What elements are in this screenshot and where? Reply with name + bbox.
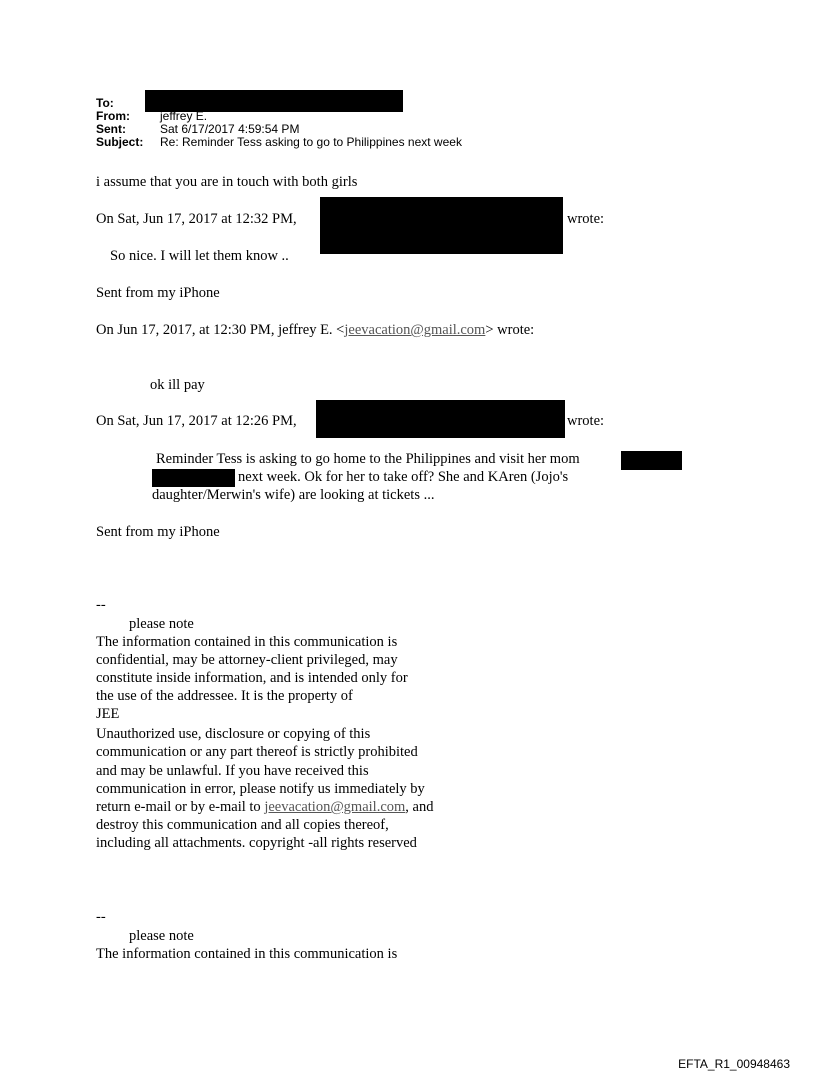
disclaimer1-line: confidential, may be attorney-client privileged, may <box>96 652 398 668</box>
quote2-email-link[interactable]: jeevacation@gmail.com <box>344 322 486 338</box>
msg-line-1: Reminder Tess is asking to go home to the Philippines and visit her mom <box>156 451 580 467</box>
quote2-prefix: On Jun 17, 2017, at 12:30 PM, jeffrey E. < <box>96 322 345 338</box>
reply-so-nice: So nice. I will let them know .. <box>110 248 289 264</box>
from-value: jeffrey E. <box>160 109 208 123</box>
disclaimer1-line: communication in error, please notify us immediately by <box>96 781 425 797</box>
disclaimer1-line: communication or any part thereof is strictly prohibited <box>96 744 418 760</box>
disclaimer1-email-line <box>96 799 433 816</box>
redacted-name-1 <box>621 451 682 470</box>
from-label: From: <box>96 109 130 123</box>
subject-label: Subject: <box>96 135 144 149</box>
document-id: EFTA_R1_00948463 <box>678 1057 790 1071</box>
quote3-prefix: On Sat, Jun 17, 2017 at 12:26 PM, <box>96 413 297 429</box>
disclaimer1-line: and may be unlawful. If you have received this <box>96 763 369 779</box>
disclaimer1-note: please note <box>129 616 194 632</box>
redacted-name-2 <box>152 469 235 487</box>
disclaimer1-email-prefix: return e-mail or by e-mail to <box>96 799 265 815</box>
disclaimer1-line: Unauthorized use, disclosure or copying of this <box>96 726 371 742</box>
subject-value: Re: Reminder Tess asking to go to Philippines next week <box>160 135 462 149</box>
quote3-suffix: wrote: <box>567 413 605 429</box>
signature-1: Sent from my iPhone <box>96 285 220 301</box>
body-line-assume: i assume that you are in touch with both girls <box>96 174 358 190</box>
disclaimer1-line: destroy this communication and all copies thereof, <box>96 817 389 833</box>
sent-value: Sat 6/17/2017 4:59:54 PM <box>160 122 300 136</box>
disclaimer1-line: the use of the addressee. It is the property of <box>96 688 353 704</box>
disclaimer1-email-link[interactable]: jeevacation@gmail.com <box>264 799 406 815</box>
redacted-sender-1 <box>320 197 563 254</box>
disclaimer2-dashes: -- <box>96 909 106 925</box>
to-label: To: <box>96 96 114 110</box>
email-header <box>96 97 516 157</box>
disclaimer2-note: please note <box>129 928 194 944</box>
redacted-sender-2 <box>316 400 565 438</box>
disclaimer1-line: including all attachments. copyright -all rights reserved <box>96 835 417 851</box>
msg-line-2: next week. Ok for her to take off? She and KAren (Jojo's <box>238 469 569 485</box>
disclaimer2-line: The information contained in this communication is <box>96 946 398 962</box>
reply-ok-pay: ok ill pay <box>150 377 205 393</box>
msg-line-3: daughter/Merwin's wife) are looking at tickets ... <box>152 487 435 503</box>
quote1-prefix: On Sat, Jun 17, 2017 at 12:32 PM, <box>96 211 297 227</box>
quote2-line <box>96 322 534 339</box>
disclaimer1-line: constitute inside information, and is intended only for <box>96 670 408 686</box>
disclaimer1-line: JEE <box>96 706 120 722</box>
disclaimer1-email-suffix: , and <box>405 799 434 815</box>
quote1-suffix: wrote: <box>567 211 605 227</box>
disclaimer1-line: The information contained in this communication is <box>96 634 398 650</box>
sent-label: Sent: <box>96 122 126 136</box>
disclaimer1-dashes: -- <box>96 597 106 613</box>
signature-2: Sent from my iPhone <box>96 524 220 540</box>
quote2-suffix: > wrote: <box>485 322 535 338</box>
